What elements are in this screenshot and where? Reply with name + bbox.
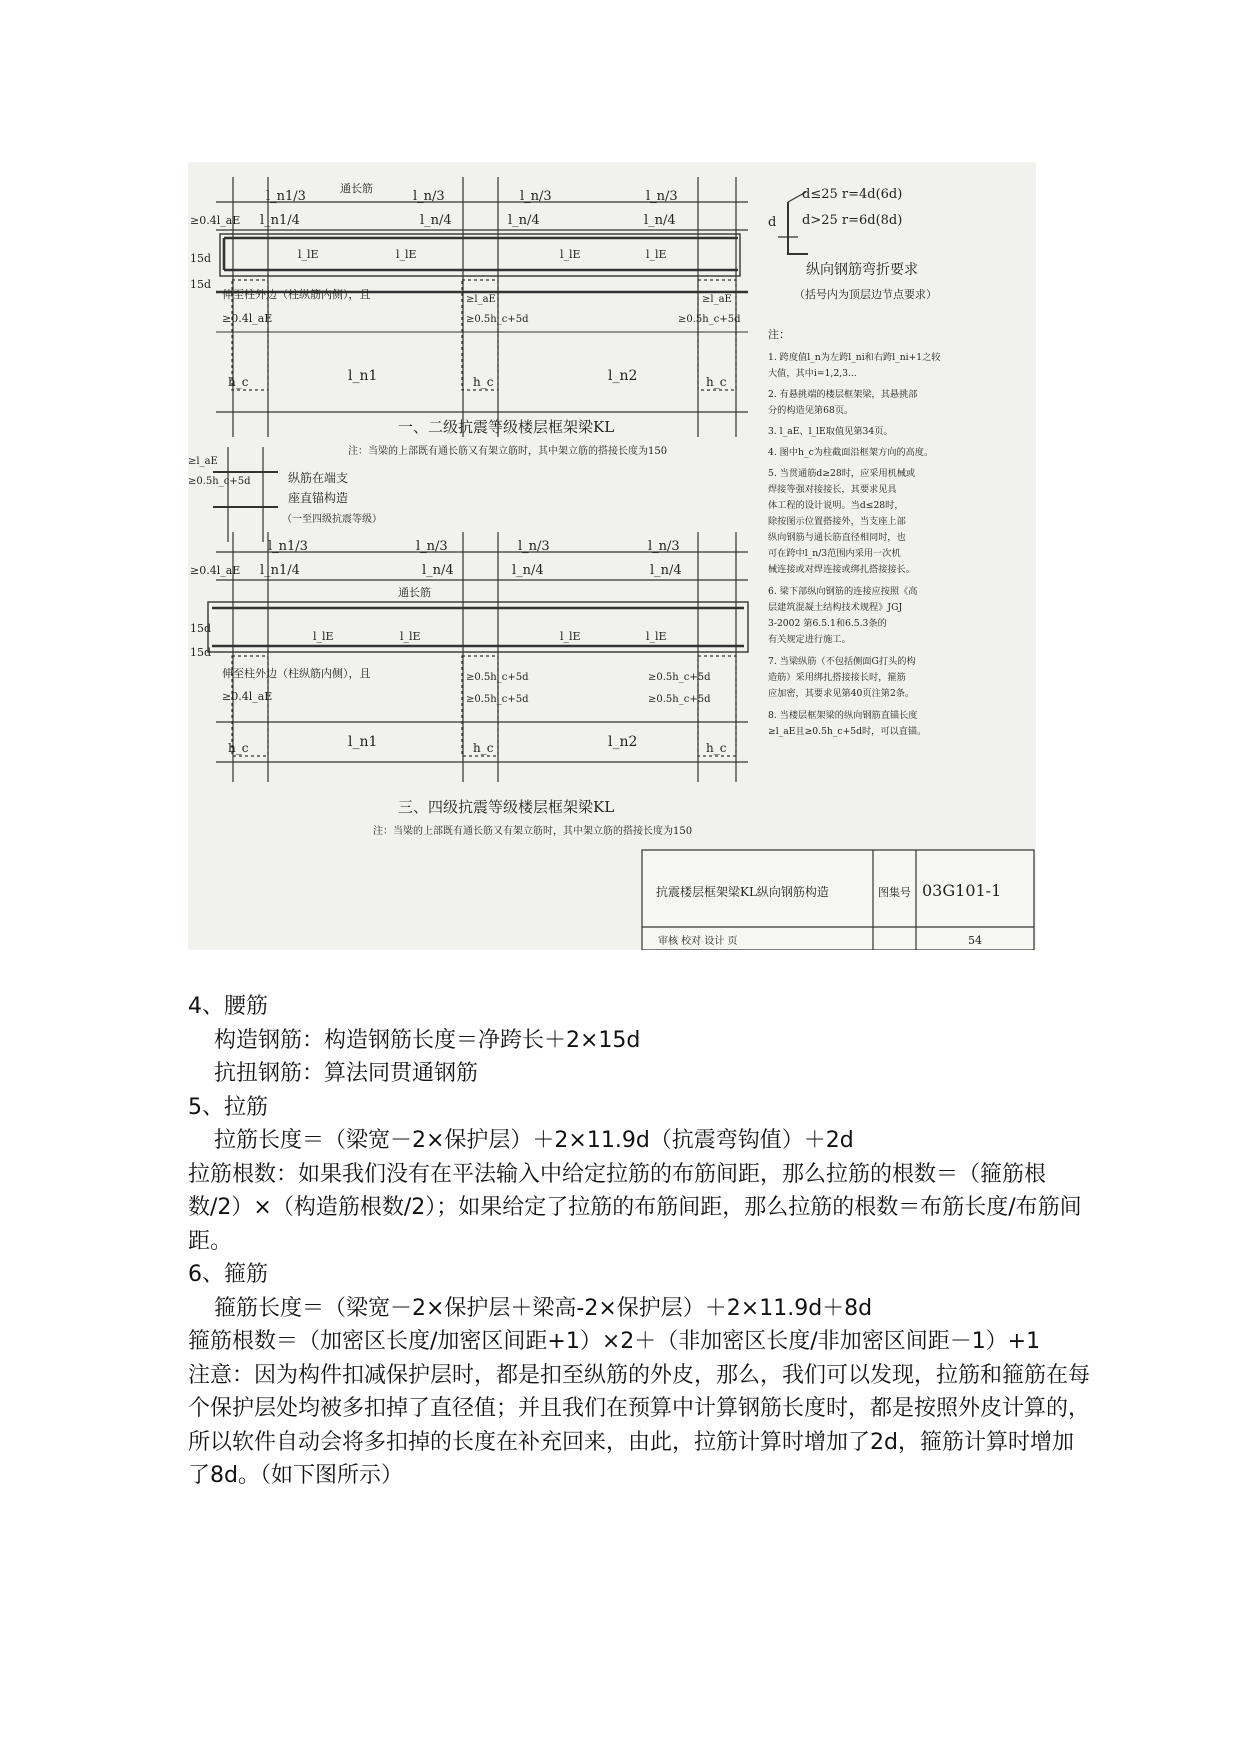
lower-label-ln-3-a: l_n/3: [416, 539, 448, 554]
upper-label-ln-3-c: l_n/3: [646, 189, 678, 204]
lower-through-bar-label: 通长筋: [398, 586, 431, 599]
lower-label-ln-4-a: l_n/4: [422, 563, 454, 578]
lower-lap-label-1: l_lE: [313, 630, 334, 643]
section-5-heading: 5、拉筋: [188, 1094, 268, 1120]
note-line: 应加密，其要求见第40页注第2条。: [768, 688, 915, 699]
note-line: 除按图示位置搭接外，当支座上部: [768, 516, 906, 527]
note-line: 分的构造见第68页。: [768, 405, 854, 416]
bend-d-small: d≤25 r=4d(6d): [802, 187, 903, 202]
note-line: 有关规定进行施工。: [768, 634, 851, 645]
section-4-torsion-bar: 抗扭钢筋：算法同贯通钢筋: [214, 1061, 479, 1086]
section-6-stirrup-count: 箍筋根数＝（加密区长度/加密区间距+1）×2＋（非加密区长度/非加密区间距－1）+1: [188, 1329, 1041, 1354]
lower-caption-note: 注：当梁的上部既有通长筋又有架立筋时，其中架立筋的搭接长度为150: [373, 826, 693, 837]
section-5-tie-count: 拉筋根数：如果我们没有在平法输入中给定拉筋的布筋间距，那么拉筋的根数＝（箍筋根数/2）×（构造筋根数/2）；如果给定了拉筋的布筋间距，那么拉筋的根数＝布筋长度/布筋间距。: [188, 1161, 1082, 1254]
note-line: 6. 梁下部纵向钢筋的连接应按照《高: [768, 586, 918, 597]
upper-label-ln-4-c: l_n/4: [644, 213, 676, 228]
title-block-title: 抗震楼层框架梁KL纵向钢筋构造: [656, 885, 829, 899]
side-detail-title-b: 座直锚构造: [288, 491, 349, 505]
note-line: 层建筑混凝土结构技术规程》JGJ: [768, 602, 903, 613]
note-line: 8. 当楼层框架梁的纵向钢筋直锚长度: [768, 710, 918, 721]
section-6-note: 注意：因为构件扣减保护层时，都是扣至纵筋的外皮，那么，我们可以发现，拉筋和箍筋在每个保护层处均被多扣掉了直径值；并且我们在预算中计算钢筋长度时，都是按照外皮计算的，所以软件自动会将多扣掉的长度在补充回来，由此，拉筋计算时增加了2d，箍筋计算时增加了8d。（如下图所示）: [188, 1362, 1091, 1488]
note-line: ≥l_aE且≥0.5h_c+5d时，可以直锚。: [768, 726, 927, 737]
article-body: [188, 990, 1093, 1493]
lower-span-ln1: l_n1: [348, 734, 378, 750]
upper-label-ln-3-b: l_n/3: [520, 189, 552, 204]
upper-caption: 一、二级抗震等级楼层框架梁KL: [398, 418, 615, 436]
section-6-stirrup-length: 箍筋长度＝（梁宽－2×保护层＋梁高-2×保护层）＋2×11.9d＋8d: [214, 1295, 873, 1321]
upper-half-hc-b: ≥0.5h_c+5d: [678, 314, 741, 325]
note-line: 械连接或对焊连接或绑扎搭接接长。: [768, 564, 915, 575]
side-detail-title-a: 纵筋在端支: [288, 471, 349, 485]
note-line: 5. 当贯通筋d≥28时，应采用机械或: [768, 468, 916, 479]
upper-ge-lae-a: ≥l_aE: [466, 294, 496, 305]
drawing-notes: [768, 351, 941, 737]
upper-span-ln1: l_n1: [348, 368, 378, 384]
note-line: 焊接等强对接接长，其要求见具: [768, 484, 897, 495]
upper-through-bar-label: 通长筋: [340, 182, 373, 195]
title-block-atlas-label: 图集号: [878, 886, 911, 899]
section-4-structural-bar: 构造钢筋：构造钢筋长度＝净跨长＋2×15d: [214, 1027, 641, 1053]
note-line: 4. 图中h_c为柱截面沿框架方向的高度。: [768, 447, 934, 458]
side-detail-half-hc: ≥0.5h_c+5d: [188, 476, 251, 487]
upper-span-ln2: l_n2: [608, 368, 638, 384]
note-line: 7. 当梁纵筋（不包括侧面G打头的构: [768, 656, 916, 667]
upper-label-ln-4-a: l_n/4: [420, 213, 452, 228]
lower-anchor-note: 伸至柱外边（柱纵筋内侧），且: [222, 667, 371, 680]
lower-half-hc-c: ≥0.5h_c+5d: [648, 672, 711, 683]
lower-label-ln-3-c: l_n/3: [648, 539, 680, 554]
section-6-heading: 6、箍筋: [188, 1262, 268, 1287]
upper-lap-label-2: l_lE: [396, 248, 417, 261]
bend-title: 纵向钢筋弯折要求: [806, 262, 918, 278]
upper-hc-3: h_c: [706, 375, 727, 389]
section-4-heading: 4、腰筋: [188, 994, 268, 1019]
upper-label-ln1-4: l_n1/4: [260, 213, 300, 228]
note-line: 1. 跨度值l_n为左跨l_ni和右跨l_ni+1之较: [768, 352, 941, 363]
upper-lap-label-1: l_lE: [298, 248, 319, 261]
upper-label-ln-3-a: l_n/3: [413, 189, 445, 204]
upper-hc-1: h_c: [228, 375, 249, 389]
lower-hc-2: h_c: [473, 741, 494, 755]
side-detail-title-c: （一至四级抗震等级）: [282, 514, 382, 525]
side-anchorage-detail: [213, 447, 278, 542]
note-line: 造筋）采用绑扎搭接接长时，箍筋: [768, 672, 906, 683]
upper-anchor-note-b: ≥0.4l_aE: [222, 312, 273, 325]
lower-lap-label-2: l_lE: [400, 630, 421, 643]
drawing-svg: [188, 162, 1036, 950]
lower-anchor-note-b: ≥0.4l_aE: [222, 690, 273, 703]
lower-label-ln-4-b: l_n/4: [512, 563, 544, 578]
lower-label-ln1-3: l_n1/3: [268, 539, 308, 554]
upper-half-hc-a: ≥0.5h_c+5d: [466, 314, 529, 325]
lower-half-hc-a: ≥0.5h_c+5d: [466, 672, 529, 683]
note-line: 可在跨中l_n/3范围内采用一次机: [768, 548, 901, 559]
lower-left-anchor-label: ≥0.4l_aE: [190, 564, 241, 577]
side-detail-lae: ≥l_aE: [188, 456, 218, 467]
note-line: 体工程的设计说明。当d≤28时，: [768, 500, 904, 511]
lower-label-ln-3-b: l_n/3: [518, 539, 550, 554]
lower-half-hc-d: ≥0.5h_c+5d: [648, 694, 711, 705]
notes-heading: 注：: [768, 328, 790, 341]
lower-15d-label-a: 15d: [190, 622, 212, 635]
upper-15d-label-b: 15d: [190, 278, 212, 291]
note-line: 纵向钢筋与通长筋直径相同时，也: [768, 532, 906, 543]
note-line: 大值，其中i=1,2,3...: [768, 368, 857, 379]
upper-left-anchor-label: ≥0.4l_aE: [190, 214, 241, 227]
bend-d-large: d>25 r=6d(8d): [802, 213, 903, 228]
lower-span-ln2: l_n2: [608, 734, 638, 750]
lower-label-ln-4-c: l_n/4: [650, 563, 682, 578]
bend-d-label: d: [768, 215, 777, 230]
rebar-detail-drawing: [188, 162, 1036, 950]
upper-caption-note: 注：当梁的上部既有通长筋又有架立筋时，其中架立筋的搭接长度为150: [348, 446, 668, 457]
upper-lap-label-3: l_lE: [560, 248, 581, 261]
lower-hc-3: h_c: [706, 741, 727, 755]
upper-15d-label-a: 15d: [190, 252, 212, 265]
upper-label-ln-4-b: l_n/4: [508, 213, 540, 228]
lower-15d-label-b: 15d: [190, 646, 212, 659]
upper-lap-label-4: l_lE: [646, 248, 667, 261]
note-line: 3-2002 第6.5.1和6.5.3条的: [768, 618, 887, 629]
note-line: 3. l_aE、l_lE取值见第34页。: [768, 426, 893, 437]
upper-label-ln1-3: l_n1/3: [266, 189, 306, 204]
upper-ge-lae-b: ≥l_aE: [702, 294, 732, 305]
lower-caption: 三、四级抗震等级楼层框架梁KL: [398, 798, 615, 816]
lower-lap-label-3: l_lE: [560, 630, 581, 643]
lower-half-hc-b: ≥0.5h_c+5d: [466, 694, 529, 705]
lower-lap-label-4: l_lE: [646, 630, 667, 643]
bend-subtitle: （括号内为顶层边节点要求）: [794, 288, 937, 301]
title-block-signatures: 审核 校对 设计 页: [658, 936, 738, 947]
lower-label-ln1-4: l_n1/4: [260, 563, 300, 578]
note-line: 2. 有悬挑端的楼层框架梁，其悬挑部: [768, 389, 918, 400]
upper-anchor-note: 伸至柱外边（柱纵筋内侧），且: [222, 288, 371, 301]
title-block-atlas-no: 03G101-1: [922, 881, 1002, 900]
section-5-tie-length: 拉筋长度＝（梁宽－2×保护层）＋2×11.9d（抗震弯钩值）＋2d: [214, 1128, 854, 1153]
lower-hc-1: h_c: [228, 741, 249, 755]
title-block-page: 54: [968, 934, 982, 947]
upper-hc-2: h_c: [473, 375, 494, 389]
